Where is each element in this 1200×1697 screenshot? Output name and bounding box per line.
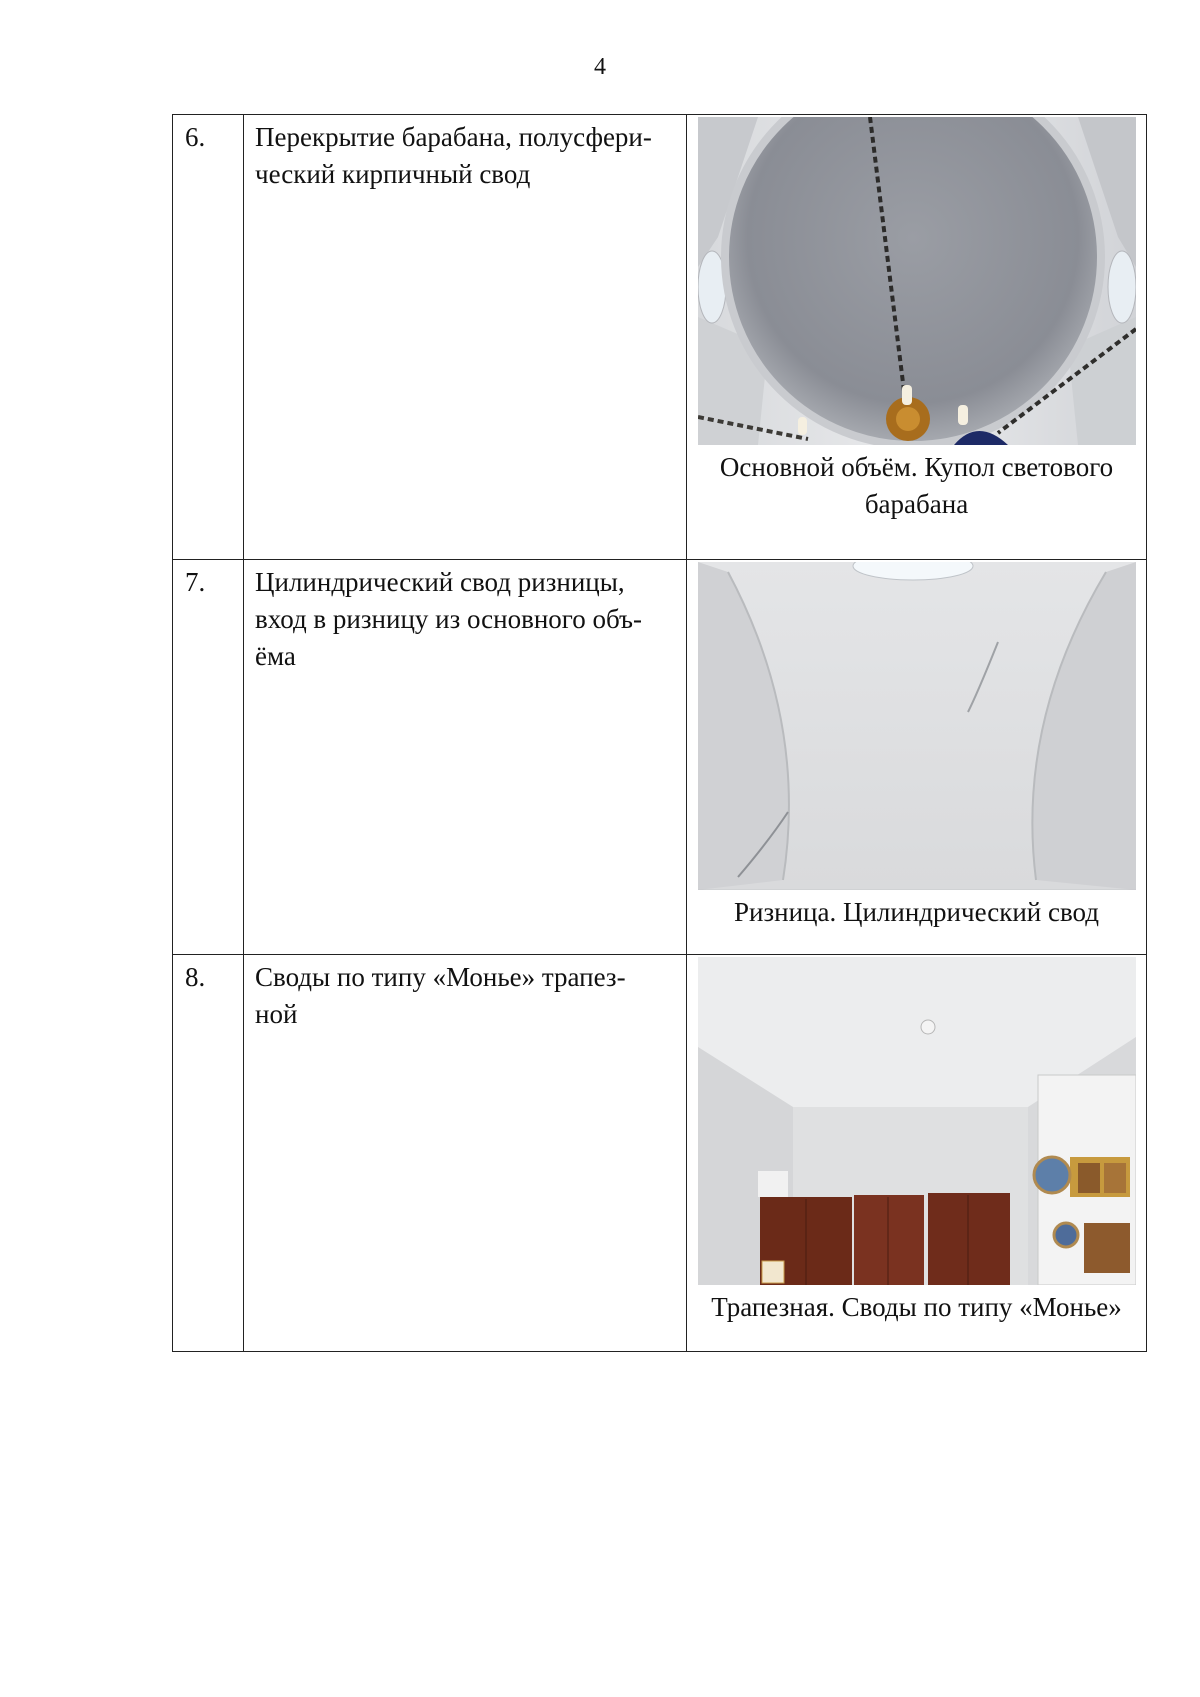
- row-photo-cell: [687, 955, 1147, 1352]
- photo-caption: [687, 449, 1146, 523]
- description-line: Цилиндрический свод ризницы,: [255, 567, 625, 597]
- dome-photo: [698, 117, 1136, 445]
- description-line: Перекрытие барабана, полусфери-: [255, 122, 652, 152]
- photo-caption: [687, 894, 1146, 931]
- description-line: ёма: [255, 641, 296, 671]
- row-number: 6.: [173, 115, 244, 560]
- table-row: [173, 955, 1147, 1352]
- caption-line: Основной объём. Купол светового: [719, 452, 1114, 482]
- table-row: [173, 115, 1147, 560]
- description-line: ной: [255, 999, 298, 1029]
- row-description: [244, 560, 687, 955]
- page-number: 4: [594, 54, 606, 80]
- row-photo-cell: [687, 560, 1147, 955]
- photo-caption: [687, 1289, 1146, 1326]
- description-line: Своды по типу «Монье» трапез-: [255, 962, 626, 992]
- refectory-vault-photo: [698, 957, 1136, 1285]
- sacristy-vault-photo: [698, 562, 1136, 890]
- caption-line: барабана: [864, 489, 969, 519]
- row-number: 8.: [173, 955, 244, 1352]
- table-row: [173, 560, 1147, 955]
- row-photo-cell: [687, 115, 1147, 560]
- vaults-table: [172, 114, 1147, 1352]
- caption-line: Трапезная. Своды по типу «Монье»: [711, 1292, 1122, 1322]
- description-line: ческий кирпичный свод: [255, 159, 531, 189]
- row-description: [244, 955, 687, 1352]
- caption-line: Ризница. Цилиндрический свод: [734, 897, 1099, 927]
- row-number: 7.: [173, 560, 244, 955]
- description-line: вход в ризницу из основного объ-: [255, 604, 642, 634]
- row-description: [244, 115, 687, 560]
